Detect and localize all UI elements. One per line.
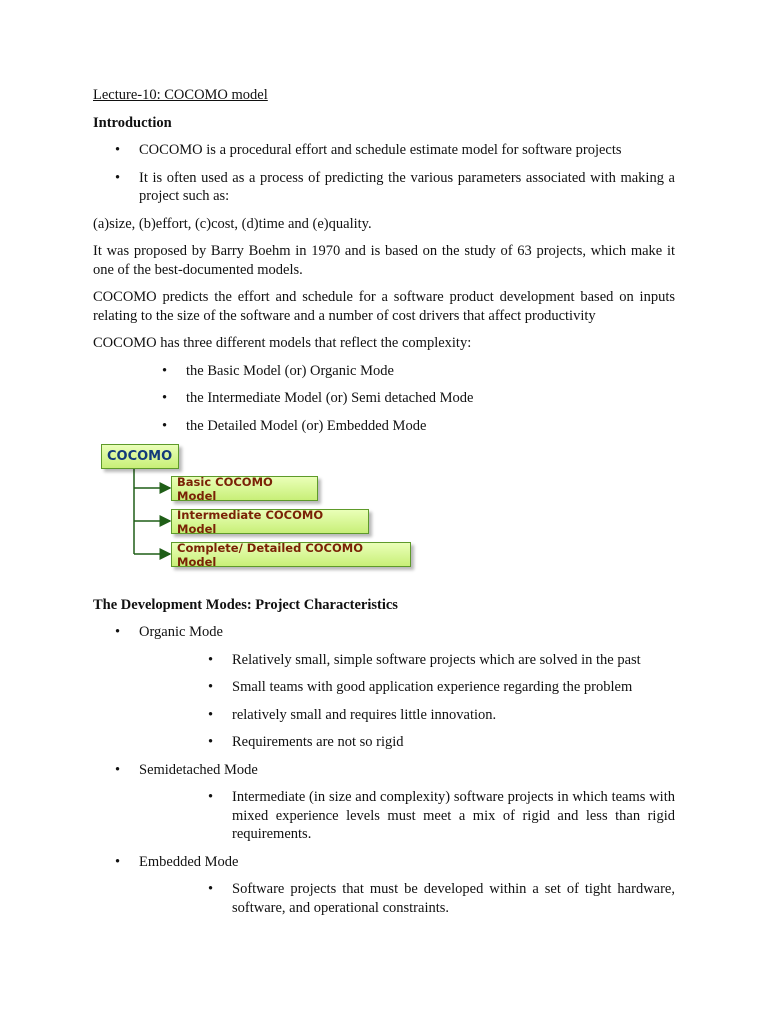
intro-bullet-text: COCOMO is a procedural effort and schedule estimate model for software projects — [139, 142, 622, 158]
list-item — [93, 853, 675, 918]
list-item — [139, 880, 675, 917]
bullet-marker: • — [162, 362, 168, 379]
list-item — [139, 733, 675, 752]
embedded-mode-label: Embedded Mode — [139, 853, 239, 870]
basic-model-box: Basic COCOMO Model — [171, 476, 318, 501]
organic-mode-label: Organic Mode — [139, 624, 223, 640]
intermediate-model-box: Intermediate COCOMO Model — [171, 509, 369, 534]
list-item — [93, 417, 675, 436]
model-item-text: the Detailed Model (or) Embedded Mode — [186, 417, 427, 434]
development-modes-heading: The Development Modes: Project Characteristics — [93, 597, 398, 613]
bullet-marker: • — [208, 651, 214, 668]
list-item — [139, 706, 675, 725]
bullet-marker: • — [115, 853, 121, 870]
list-item — [93, 141, 675, 160]
predicts-paragraph: COCOMO predicts the effort and schedule for a software product development based on inputs relating to the size of the software and a number of cost drivers that affect productivity — [93, 289, 675, 324]
modes-bullet-list — [93, 623, 675, 917]
list-item — [93, 623, 675, 752]
semidetached-point-text: Intermediate (in size and complexity) software projects in which teams with mixed experience levels must meet a mix of rigid and less than rigid requirements. — [232, 789, 675, 842]
list-item — [93, 169, 675, 206]
organic-point-text: Small teams with good application experience regarding the problem — [232, 679, 633, 695]
organic-point-text: relatively small and requires little innovation. — [232, 706, 497, 723]
bullet-marker: • — [208, 734, 214, 750]
list-item — [93, 761, 675, 844]
introduction-heading: Introduction — [93, 115, 172, 131]
organic-points-list — [139, 651, 675, 752]
detailed-model-box: Complete/ Detailed COCOMO Model — [171, 542, 411, 567]
model-item-text: the Basic Model (or) Organic Mode — [186, 362, 394, 379]
embedded-points-list — [139, 880, 675, 917]
cocomo-hierarchy-diagram — [101, 444, 431, 582]
bullet-marker: • — [115, 169, 121, 186]
models-bullet-list — [93, 362, 675, 436]
bullet-marker: • — [115, 761, 121, 778]
list-item — [93, 389, 675, 408]
list-item — [139, 651, 675, 670]
bullet-marker: • — [208, 789, 214, 805]
list-item — [93, 362, 675, 381]
organic-point-text: Relatively small, simple software projects which are solved in the past — [232, 651, 641, 668]
parameters-line: (a)size, (b)effort, (c)cost, (d)time and (e)quality. — [93, 215, 372, 232]
bullet-marker: • — [115, 624, 121, 640]
bullet-marker: • — [115, 142, 121, 158]
three-models-paragraph: COCOMO has three different models that reflect the complexity: — [93, 335, 472, 351]
bullet-marker: • — [162, 390, 168, 406]
organic-point-text: Requirements are not so rigid — [232, 734, 404, 750]
lecture-title: Lecture-10: COCOMO model — [93, 87, 268, 103]
cocomo-root-box: COCOMO — [101, 444, 179, 469]
document-page — [93, 86, 675, 926]
list-item — [139, 788, 675, 844]
semidetached-mode-label: Semidetached Mode — [139, 761, 258, 778]
intro-bullet-list — [93, 141, 675, 206]
semidetached-points-list — [139, 788, 675, 844]
bullet-marker: • — [208, 679, 214, 695]
list-item — [139, 678, 675, 697]
proposed-paragraph: It was proposed by Barry Boehm in 1970 and is based on the study of 63 projects, which make it one of the best-documented models. — [93, 243, 675, 278]
bullet-marker: • — [208, 706, 214, 723]
bullet-marker: • — [162, 417, 168, 434]
bullet-marker: • — [208, 881, 214, 897]
embedded-point-text: Software projects that must be developed within a set of tight hardware, software, and operational constraints. — [232, 881, 675, 916]
model-item-text: the Intermediate Model (or) Semi detached Mode — [186, 390, 474, 406]
intro-bullet-text: It is often used as a process of predicting the various parameters associated with making a project such as: — [139, 169, 675, 204]
